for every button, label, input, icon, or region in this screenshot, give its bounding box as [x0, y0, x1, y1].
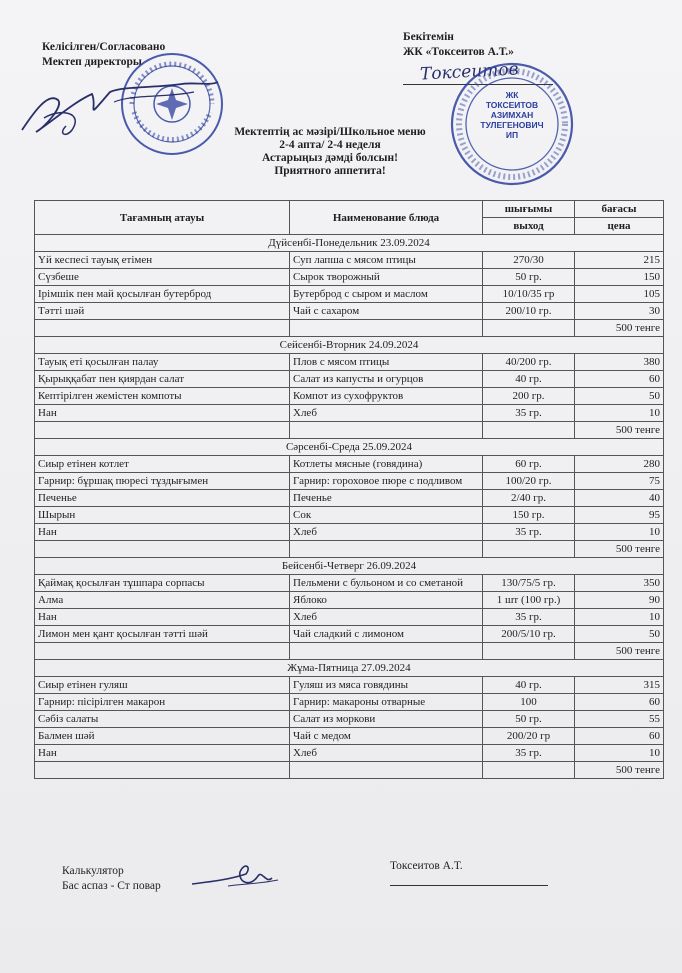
- dish-name-kz: Қырыққабат пен қиярдан салат: [35, 371, 290, 388]
- footer-left-block: [62, 864, 161, 894]
- table-row: [35, 694, 664, 711]
- day-title: Сейсенбі-Вторник 24.09.2024: [35, 337, 664, 354]
- table-row: [35, 711, 664, 728]
- dish-name-kz: Балмен шәй: [35, 728, 290, 745]
- dish-output: 1 шт (100 гр.): [483, 592, 575, 609]
- table-row: [35, 745, 664, 762]
- dish-name-kz: Гарнир: пісірілген макарон: [35, 694, 290, 711]
- table-row: [35, 286, 664, 303]
- menu-table-body: [35, 235, 664, 779]
- dish-name-kz: Кептірілген жемістен компоты: [35, 388, 290, 405]
- table-row: [35, 524, 664, 541]
- dish-price: 60: [575, 728, 664, 745]
- dish-output: 50 гр.: [483, 711, 575, 728]
- dish-name-kz: Қаймақ қосылған тұшпара сорпасы: [35, 575, 290, 592]
- dish-price: 55: [575, 711, 664, 728]
- dish-name-kz: Сиыр етінен котлет: [35, 456, 290, 473]
- dish-name-kz: Сәбіз салаты: [35, 711, 290, 728]
- title-line-3: Астарыңыз дәмді болсын!: [262, 152, 398, 164]
- approve-label: Бекітемін: [403, 31, 454, 43]
- dish-output: 100: [483, 694, 575, 711]
- header-price-kz: бағасы: [575, 201, 664, 218]
- dish-price: 50: [575, 388, 664, 405]
- dish-output: 40 гр.: [483, 371, 575, 388]
- dish-output: 270/30: [483, 252, 575, 269]
- dish-output: 50 гр.: [483, 269, 575, 286]
- day-header-row: [35, 337, 664, 354]
- dish-name-ru: Пельмени с бульоном и со сметаной: [290, 575, 483, 592]
- dish-name-ru: Хлеб: [290, 609, 483, 626]
- dish-name-kz: Үй кеспесі тауық етімен: [35, 252, 290, 269]
- dish-output: 60 гр.: [483, 456, 575, 473]
- cook-signature: [188, 858, 288, 894]
- dish-output: 35 гр.: [483, 609, 575, 626]
- dish-output: 35 гр.: [483, 745, 575, 762]
- day-total: 500 тенге: [575, 422, 664, 439]
- footer-right-name: Токсеитов А.Т.: [390, 860, 463, 872]
- dish-name-ru: Чай с медом: [290, 728, 483, 745]
- table-row: [35, 371, 664, 388]
- dish-name-kz: Лимон мен қант қосылған тәтті шәй: [35, 626, 290, 643]
- table-row: [35, 507, 664, 524]
- dish-name-ru: Гарнир: гороховое пюре с подливом: [290, 473, 483, 490]
- dish-name-ru: Чай с сахаром: [290, 303, 483, 320]
- dish-output: 130/75/5 гр.: [483, 575, 575, 592]
- dish-name-kz: Ірімшік пен май қосылған бутерброд: [35, 286, 290, 303]
- dish-name-ru: Печенье: [290, 490, 483, 507]
- dish-price: 10: [575, 745, 664, 762]
- dish-price: 10: [575, 405, 664, 422]
- menu-table: [34, 200, 664, 779]
- dish-name-kz: Шырын: [35, 507, 290, 524]
- table-row: [35, 626, 664, 643]
- dish-price: 315: [575, 677, 664, 694]
- dish-name-ru: Хлеб: [290, 524, 483, 541]
- table-row: [35, 677, 664, 694]
- empty-cell: [483, 422, 575, 439]
- empty-cell: [290, 541, 483, 558]
- dish-name-kz: Нан: [35, 745, 290, 762]
- day-total-row: [35, 643, 664, 660]
- dish-name-ru: Сырок творожный: [290, 269, 483, 286]
- dish-name-kz: Гарнир: бұршақ пюресі тұздығымен: [35, 473, 290, 490]
- dish-output: 200 гр.: [483, 388, 575, 405]
- dish-name-ru: Яблоко: [290, 592, 483, 609]
- dish-price: 150: [575, 269, 664, 286]
- footer-signature-line: [390, 885, 548, 886]
- day-total: 500 тенге: [575, 643, 664, 660]
- day-total: 500 тенге: [575, 541, 664, 558]
- day-total-row: [35, 320, 664, 337]
- empty-cell: [35, 762, 290, 779]
- table-header-row: [35, 201, 664, 218]
- day-total-row: [35, 762, 664, 779]
- dish-price: 90: [575, 592, 664, 609]
- dish-name-kz: Сиыр етінен гуляш: [35, 677, 290, 694]
- empty-cell: [290, 762, 483, 779]
- dish-name-kz: Печенье: [35, 490, 290, 507]
- empty-cell: [290, 320, 483, 337]
- calculator-label: Калькулятор: [62, 865, 124, 877]
- empty-cell: [290, 422, 483, 439]
- table-row: [35, 456, 664, 473]
- day-title: Бейсенбі-Четверг 26.09.2024: [35, 558, 664, 575]
- dish-price: 380: [575, 354, 664, 371]
- agreed-label: Келісілген/Согласовано: [42, 41, 166, 53]
- day-header-row: [35, 558, 664, 575]
- dish-price: 95: [575, 507, 664, 524]
- dish-name-ru: Суп лапша с мясом птицы: [290, 252, 483, 269]
- day-total: 500 тенге: [575, 762, 664, 779]
- dish-output: 200/5/10 гр.: [483, 626, 575, 643]
- dish-name-kz: Сүзбеше: [35, 269, 290, 286]
- dish-output: 35 гр.: [483, 405, 575, 422]
- day-title: Дүйсенбі-Понедельник 23.09.2024: [35, 235, 664, 252]
- dish-name-ru: Хлеб: [290, 745, 483, 762]
- day-header-row: [35, 439, 664, 456]
- dish-output: 200/20 гр: [483, 728, 575, 745]
- dish-price: 30: [575, 303, 664, 320]
- dish-name-ru: Бутерброд с сыром и маслом: [290, 286, 483, 303]
- dish-name-kz: Нан: [35, 405, 290, 422]
- empty-cell: [483, 643, 575, 660]
- dish-price: 40: [575, 490, 664, 507]
- empty-cell: [483, 762, 575, 779]
- dish-name-ru: Салат из моркови: [290, 711, 483, 728]
- title-line-4: Приятного аппетита!: [274, 165, 386, 177]
- title-line-2: 2-4 апта/ 2-4 неделя: [279, 139, 381, 151]
- dish-name-ru: Сок: [290, 507, 483, 524]
- dish-price: 10: [575, 524, 664, 541]
- header-name-ru: Наименование блюда: [290, 201, 483, 235]
- dish-price: 215: [575, 252, 664, 269]
- day-total-row: [35, 541, 664, 558]
- dish-price: 60: [575, 694, 664, 711]
- title-line-1: Мектептің ас мәзірі/Школьное меню: [234, 126, 426, 138]
- header-out-kz: шығымы: [483, 201, 575, 218]
- dish-name-kz: Нан: [35, 609, 290, 626]
- dish-output: 40/200 гр.: [483, 354, 575, 371]
- entrepreneur-label: ЖК «Токсеитов А.Т.»: [403, 46, 514, 58]
- director-signature: [14, 72, 224, 144]
- table-row: [35, 609, 664, 626]
- header-out-ru: выход: [483, 218, 575, 235]
- table-row: [35, 269, 664, 286]
- day-total: 500 тенге: [575, 320, 664, 337]
- header-name-kz: Тағамның атауы: [35, 201, 290, 235]
- empty-cell: [483, 541, 575, 558]
- day-total-row: [35, 422, 664, 439]
- table-row: [35, 252, 664, 269]
- dish-name-ru: Хлеб: [290, 405, 483, 422]
- empty-cell: [35, 320, 290, 337]
- dish-output: 150 гр.: [483, 507, 575, 524]
- dish-name-kz: Тәтті шәй: [35, 303, 290, 320]
- dish-name-ru: Гуляш из мяса говядины: [290, 677, 483, 694]
- header-price-ru: цена: [575, 218, 664, 235]
- dish-price: 280: [575, 456, 664, 473]
- dish-name-kz: Алма: [35, 592, 290, 609]
- dish-name-kz: Тауық еті қосылған палау: [35, 354, 290, 371]
- day-header-row: [35, 235, 664, 252]
- menu-title: [200, 126, 460, 178]
- dish-output: 10/10/35 гр: [483, 286, 575, 303]
- dish-output: 35 гр.: [483, 524, 575, 541]
- dish-price: 350: [575, 575, 664, 592]
- day-title: Жұма-Пятница 27.09.2024: [35, 660, 664, 677]
- dish-name-kz: Нан: [35, 524, 290, 541]
- empty-cell: [290, 643, 483, 660]
- table-row: [35, 303, 664, 320]
- dish-name-ru: Котлеты мясные (говядина): [290, 456, 483, 473]
- dish-price: 60: [575, 371, 664, 388]
- dish-output: 2/40 гр.: [483, 490, 575, 507]
- table-row: [35, 575, 664, 592]
- dish-name-ru: Компот из сухофруктов: [290, 388, 483, 405]
- dish-output: 200/10 гр.: [483, 303, 575, 320]
- dish-output: 100/20 гр.: [483, 473, 575, 490]
- empty-cell: [35, 422, 290, 439]
- table-row: [35, 490, 664, 507]
- day-header-row: [35, 660, 664, 677]
- table-row: [35, 592, 664, 609]
- head-cook-label: Бас аспаз - Ст повар: [62, 880, 161, 892]
- dish-name-ru: Плов с мясом птицы: [290, 354, 483, 371]
- school-director-label: Мектеп директоры: [42, 56, 142, 68]
- dish-output: 40 гр.: [483, 677, 575, 694]
- day-title: Сәрсенбі-Среда 25.09.2024: [35, 439, 664, 456]
- dish-price: 10: [575, 609, 664, 626]
- seal-center-text: ЖК ТОКСЕИТОВ АЗИМХАН ТУЛЕГЕНОВИЧ ИП: [480, 90, 544, 140]
- dish-price: 50: [575, 626, 664, 643]
- table-row: [35, 473, 664, 490]
- empty-cell: [35, 541, 290, 558]
- table-row: [35, 728, 664, 745]
- dish-name-ru: Чай сладкий с лимоном: [290, 626, 483, 643]
- empty-cell: [35, 643, 290, 660]
- table-row: [35, 388, 664, 405]
- empty-cell: [483, 320, 575, 337]
- dish-name-ru: Салат из капусты и огурцов: [290, 371, 483, 388]
- dish-price: 105: [575, 286, 664, 303]
- table-row: [35, 354, 664, 371]
- table-row: [35, 405, 664, 422]
- entrepreneur-signature: Токсеитов: [419, 59, 519, 85]
- dish-name-ru: Гарнир: макароны отварные: [290, 694, 483, 711]
- dish-price: 75: [575, 473, 664, 490]
- approval-right-block: [403, 30, 514, 60]
